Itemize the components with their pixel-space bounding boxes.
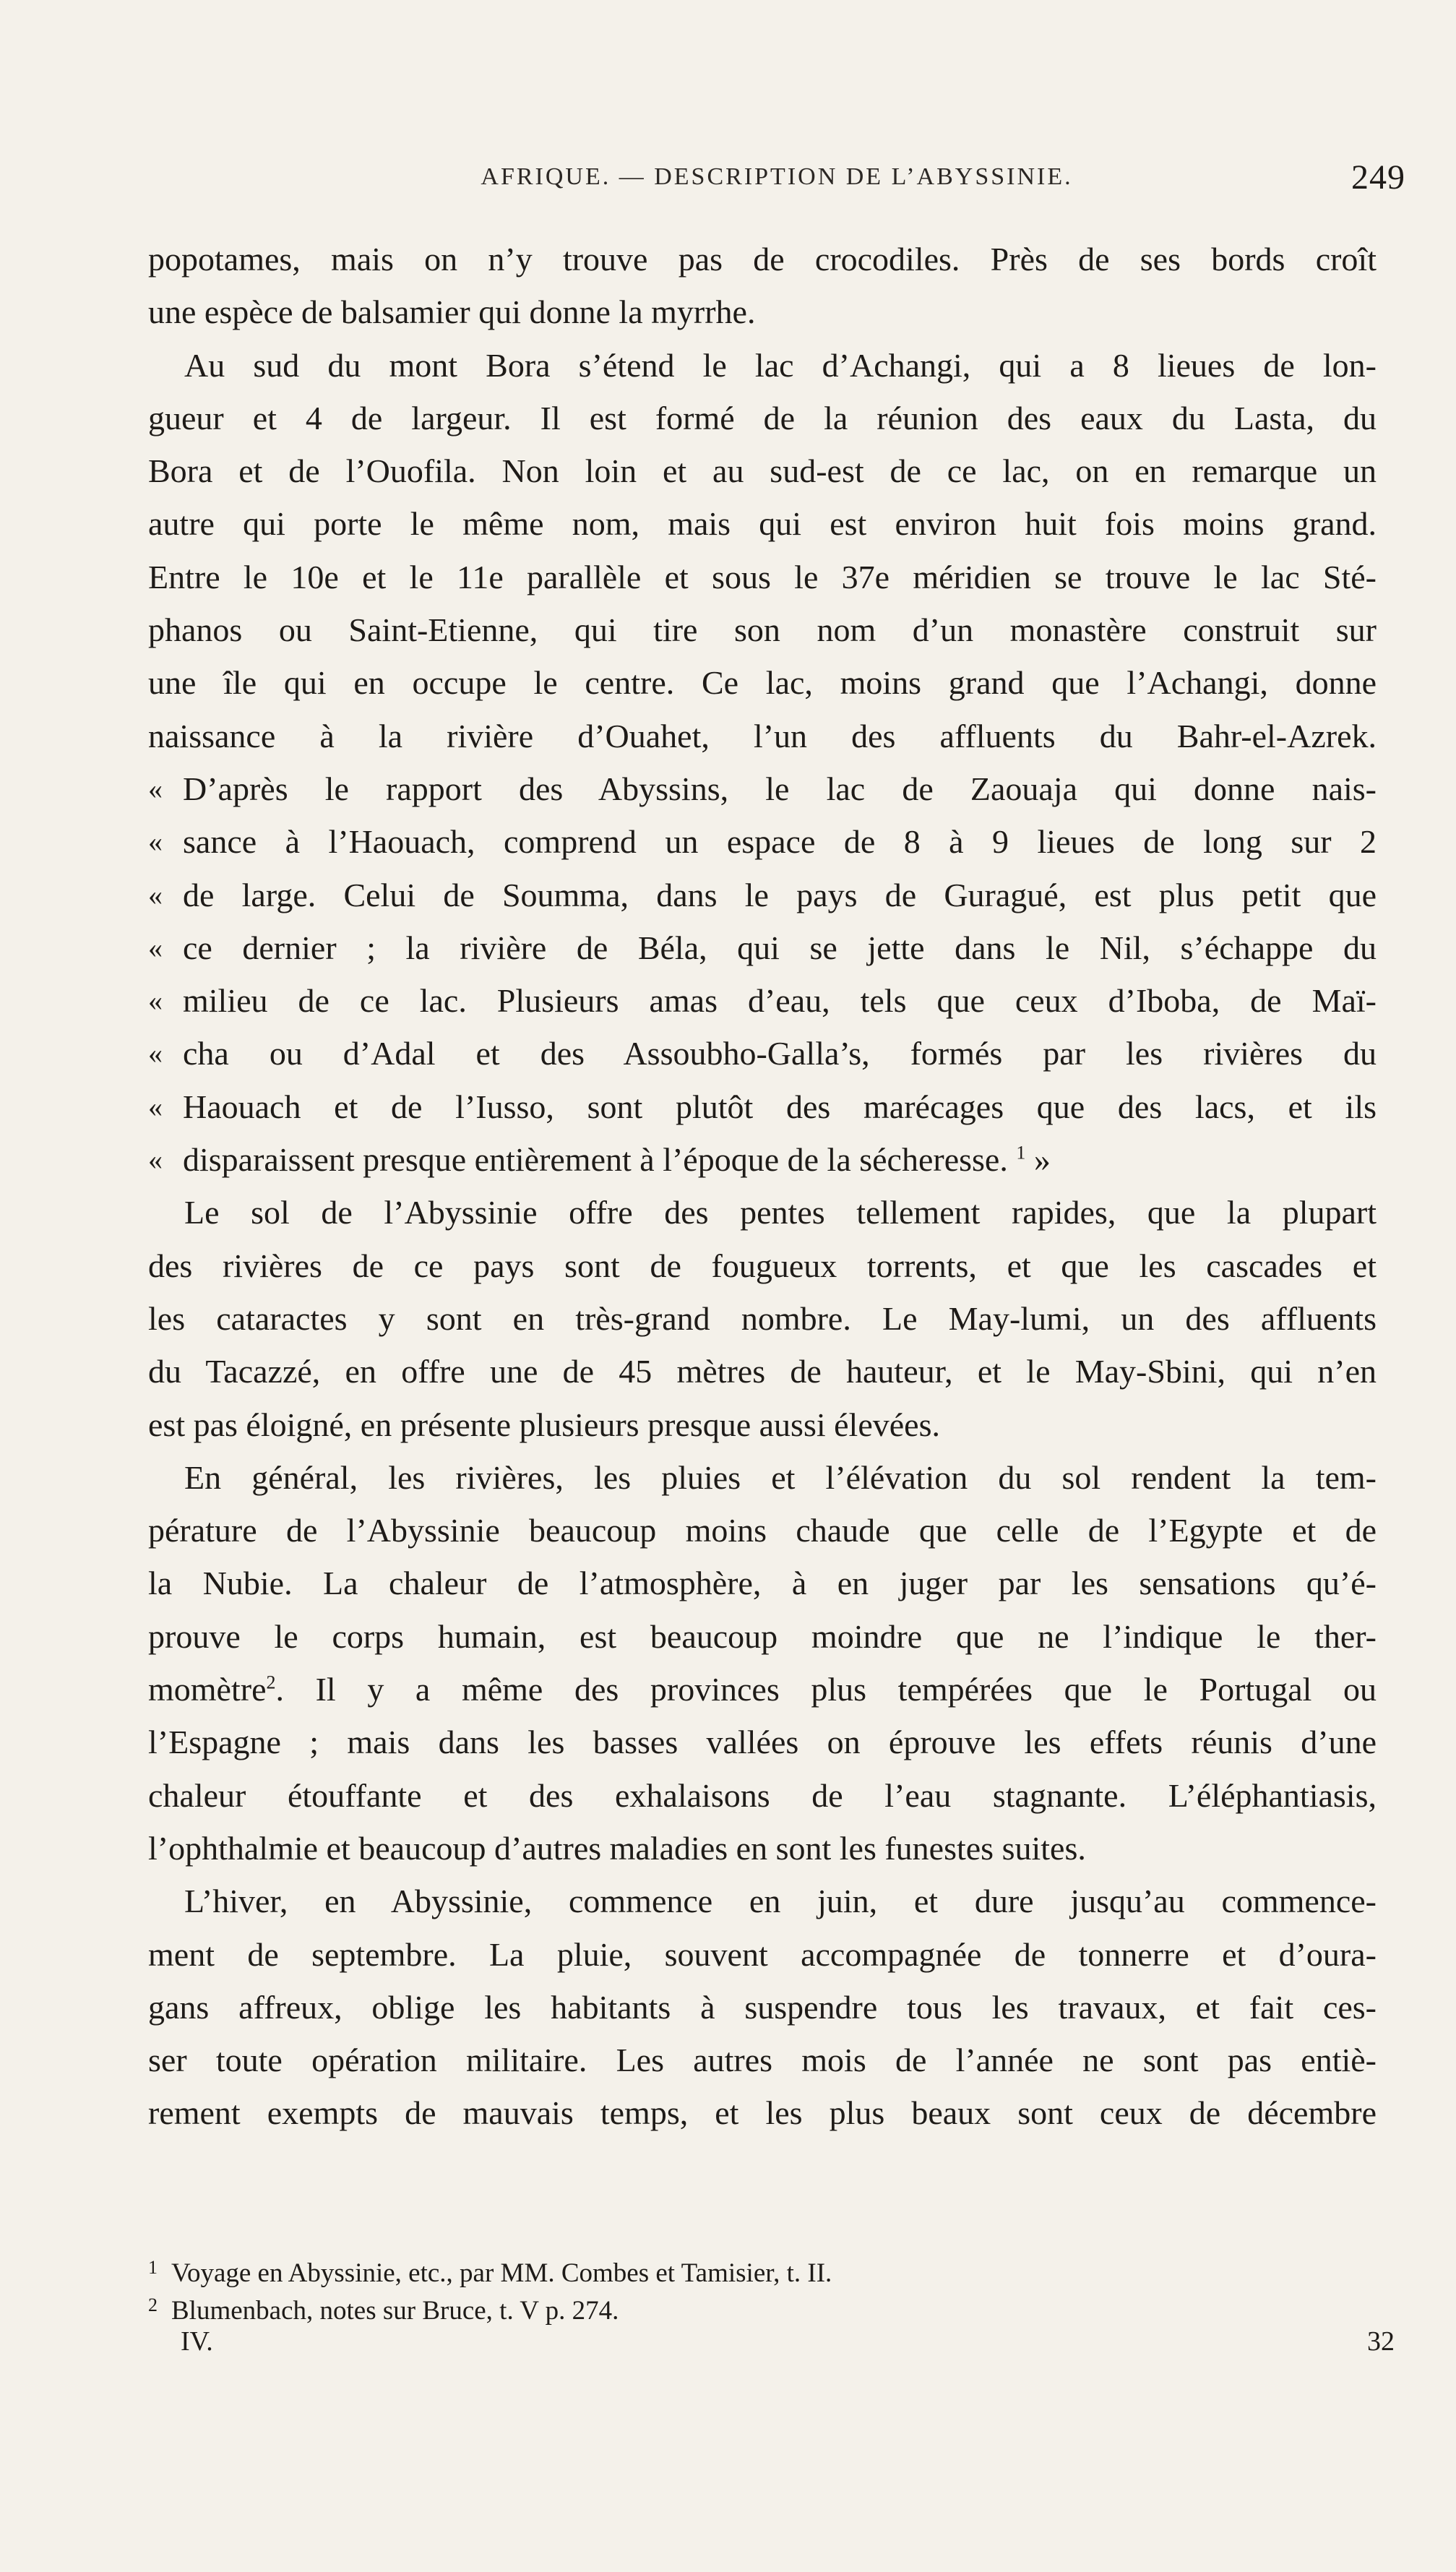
quoted-line xyxy=(148,869,1377,921)
text-line: milieu de ce lac. Plusieurs amas d’eau, tels que ceux d’Iboba, de Maï- xyxy=(183,982,1377,1020)
text-line: Bora et de l’Ouofila. Non loin et au sud-est de ce lac, on en remarque un xyxy=(148,452,1377,490)
text-line: ment de septembre. La pluie, souvent accompagnée de tonnerre et d’oura- xyxy=(148,1935,1377,1973)
quote-mark: « xyxy=(148,878,163,911)
body-text xyxy=(148,233,1377,2140)
footnotes xyxy=(148,2255,1377,2330)
quoted-line xyxy=(148,921,1377,974)
quoted-line xyxy=(148,1133,1377,1186)
text-line: naissance à la rivière d’Ouahet, l’un des affluents du Bahr-el-Azrek. xyxy=(148,717,1377,754)
text-line: de large. Celui de Soumma, dans le pays de Guragué, est plus petit que xyxy=(183,876,1377,913)
text-line: phanos ou Saint-Etienne, qui tire son nom d’un monastère construit sur xyxy=(148,611,1377,649)
volume-mark: IV. xyxy=(181,2326,213,2357)
text-line: En général, les rivières, les pluies et l’élévation du sol rendent la tem- xyxy=(184,1458,1377,1496)
printer-signature xyxy=(181,2326,1395,2366)
text-line: du Tacazzé, en offre une de 45 mètres de hauteur, et le May-Sbini, qui n’en xyxy=(148,1353,1377,1390)
quote-mark: « xyxy=(148,1143,163,1177)
text-line: D’après le rapport des Abyssins, le lac de Zaouaja qui donne nais- xyxy=(183,770,1377,807)
text-line: la Nubie. La chaleur de l’atmosphère, à en juger par les sensations qu’é- xyxy=(148,1565,1377,1602)
text-line: les cataractes y sont en très-grand nombre. Le May-lumi, un des affluents xyxy=(148,1299,1377,1337)
text-line: ce dernier ; la rivière de Béla, qui se jette dans le Nil, s’échappe du xyxy=(183,929,1377,966)
text-line: est pas éloigné, en présente plusieurs presque aussi élevées. xyxy=(148,1406,940,1443)
footnote-marker: 1 xyxy=(148,2257,158,2278)
quoted-line xyxy=(148,1027,1377,1080)
text-line: une espèce de balsamier qui donne la myrrhe. xyxy=(148,293,756,331)
text-line: rement exempts de mauvais temps, et les plus beaux sont ceux de décembre xyxy=(148,2094,1377,2132)
sheet-number: 32 xyxy=(1367,2326,1395,2357)
quote-mark: « xyxy=(148,984,163,1018)
text-line: ser toute opération militaire. Les autres mois de l’année ne sont pas entiè- xyxy=(148,2042,1377,2079)
quoted-line xyxy=(148,974,1377,1027)
text-line: sance à l’Haouach, comprend un espace de 8 à 9 lieues de long sur 2 xyxy=(183,823,1377,861)
footnote-ref: 1 xyxy=(1016,1142,1026,1164)
text-line-continuation: . Il y a même des provinces plus tempérées que le Portugal ou xyxy=(275,1671,1377,1708)
text-line: gueur et 4 de largeur. Il est formé de la réunion des eaux du Lasta, du xyxy=(148,399,1377,436)
text-line-with-ref xyxy=(148,1663,1377,1716)
quoted-line xyxy=(148,1080,1377,1133)
footnote-ref: 2 xyxy=(266,1672,276,1693)
running-title: AFRIQUE. — DESCRIPTION DE L’ABYSSINIE. xyxy=(481,163,1073,190)
text-line: des rivières de ce pays sont de fougueux torrents, et que les cascades et xyxy=(148,1247,1377,1284)
text-line: Le sol de l’Abyssinie offre des pentes tellement rapides, que la plupart xyxy=(184,1194,1377,1231)
footnote-marker: 2 xyxy=(148,2294,158,2315)
quote-mark: « xyxy=(148,1090,163,1123)
text-line: chaleur étouffante et des exhalaisons de l’eau stagnante. L’éléphantiasis, xyxy=(148,1776,1377,1814)
quote-mark: » xyxy=(1033,1141,1051,1179)
quoted-line xyxy=(148,762,1377,815)
quoted-line xyxy=(148,815,1377,868)
text-line: cha ou d’Adal et des Assoubho-Galla’s, formés par les rivières du xyxy=(183,1035,1377,1072)
page-number: 249 xyxy=(1351,158,1405,197)
quote-mark: « xyxy=(148,1037,163,1070)
text-line: disparaissent presque entièrement à l’époque de la sécheresse. xyxy=(183,1141,1008,1179)
text-line: momètre xyxy=(148,1671,267,1708)
text-line: popotames, mais on n’y trouve pas de crocodiles. Près de ses bords croît xyxy=(148,241,1377,278)
text-line: une île qui en occupe le centre. Ce lac, moins grand que l’Achangi, donne xyxy=(148,664,1377,702)
text-line: l’ophthalmie et beaucoup d’autres maladies en sont les funestes suites. xyxy=(148,1829,1086,1867)
footnote xyxy=(148,2292,1377,2330)
quote-mark: « xyxy=(148,825,163,859)
text-line: Haouach et de l’Iusso, sont plutôt des marécages que des lacs, et ils xyxy=(183,1088,1377,1125)
text-line: gans affreux, oblige les habitants à suspendre tous les travaux, et fait ces- xyxy=(148,1988,1377,2026)
quote-mark: « xyxy=(148,772,163,805)
text-line: prouve le corps humain, est beaucoup moindre que ne l’indique le ther- xyxy=(148,1617,1377,1655)
text-line: autre qui porte le même nom, mais qui est environ huit fois moins grand. xyxy=(148,505,1377,543)
running-head xyxy=(148,163,1405,207)
quote-mark: « xyxy=(148,931,163,964)
text-line: Au sud du mont Bora s’étend le lac d’Achangi, qui a 8 lieues de lon- xyxy=(184,346,1377,384)
footnote xyxy=(148,2255,1377,2292)
text-line: l’Espagne ; mais dans les basses vallées on éprouve les effets réunis d’une xyxy=(148,1724,1377,1761)
text-line: pérature de l’Abyssinie beaucoup moins chaude que celle de l’Egypte et de xyxy=(148,1512,1377,1549)
text-line: L’hiver, en Abyssinie, commence en juin, et dure jusqu’au commence- xyxy=(184,1883,1377,1920)
footnote-text: Blumenbach, notes sur Bruce, t. V p. 274. xyxy=(171,2296,619,2326)
text-line: Entre le 10e et le 11e parallèle et sous le 37e méridien se trouve le lac Sté- xyxy=(148,558,1377,595)
footnote-text: Voyage en Abyssinie, etc., par MM. Combes et Tamisier, t. II. xyxy=(171,2258,832,2288)
